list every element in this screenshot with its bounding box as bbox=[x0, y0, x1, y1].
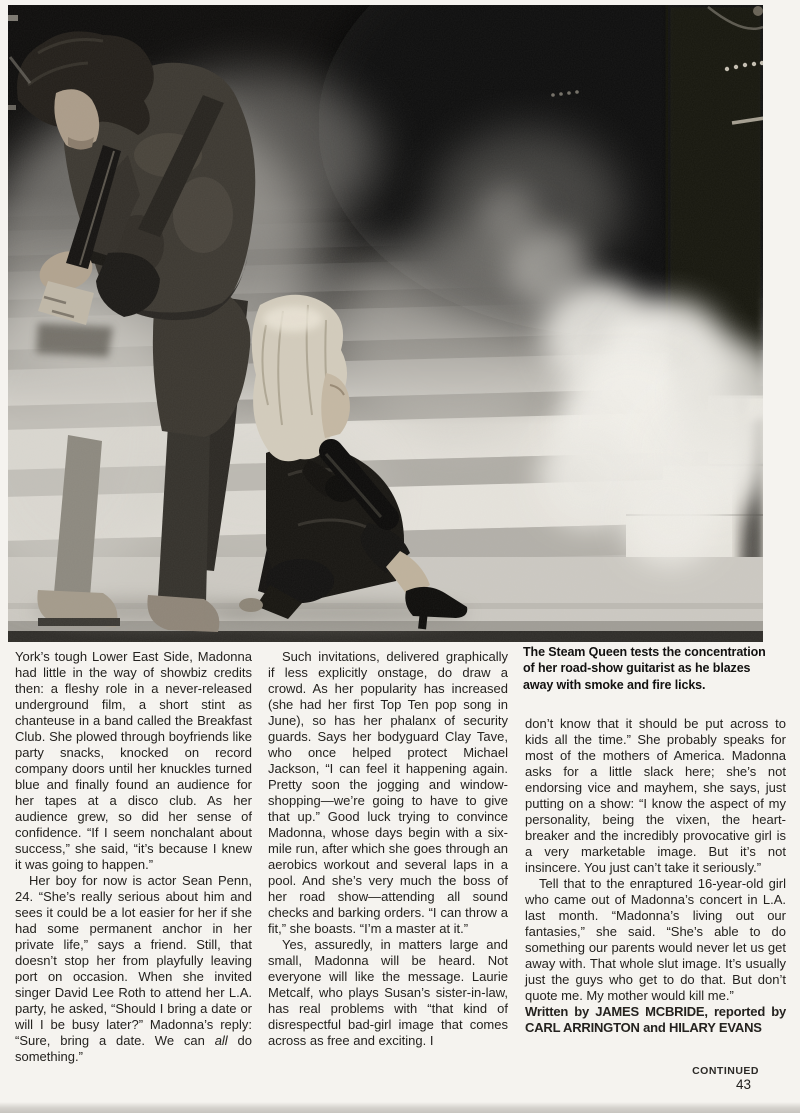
caption-line-2: of her road-show guitarist as he blazes bbox=[523, 661, 751, 676]
page-bottom-edge bbox=[0, 1102, 800, 1113]
article-paragraph: Such invitations, delivered graphically if less explicitly onstage, do draw a crowd. As her popularity has increased (she had her first Top Ten pop song in June), so has her phalanx of security guards. Says her bodyguard Clay Tave, who once helped protect Michael Jackson, “I can feel it happening again. Pretty soon the jogging and window-shopping—we’re going to have to give that up.” Good luck trying to convince Madonna, whose days begin with a six-mile run, after which she goes through an aerobics workout and several laps in a pool. And she’s very much the boss of her road show—attending all sound checks and barking orders. “I can throw a fit,” she boasts. “I’m a master at it.” bbox=[268, 649, 508, 936]
article-paragraph: don’t know that it should be put across to kids all the time.” She probably speaks for most of the mothers of America. Madonna asks for a little slack here; she’s not endorsing vice and mayhem, she says, just putting on a show: “I know the aspect of my personality, being the vixen, the heart-breaker and the incredibly provocative girl is a very marketable image. But it’s not insincere. You just can’t take it seriously.” bbox=[525, 716, 786, 875]
page-number: 43 bbox=[735, 1077, 751, 1092]
article-column-1 bbox=[15, 649, 252, 1065]
film-grain bbox=[8, 5, 763, 642]
continued-label: CONTINUED bbox=[692, 1065, 759, 1077]
stage-photo bbox=[8, 5, 763, 642]
stage-photo-art bbox=[8, 5, 763, 642]
caption-line-3: away with smoke and fire licks. bbox=[523, 677, 706, 692]
article-column-2 bbox=[268, 649, 508, 1049]
caption-line-1: The Steam Queen tests the concentration bbox=[523, 645, 766, 659]
article-column-3 bbox=[525, 716, 786, 1036]
article-paragraph: Tell that to the enraptured 16-year-old girl who came out of Madonna’s concert in L.A. last month. “Madonna’s living out our fantasies,” she said. “She’s able to do something our parents would never let us get away with. That whole slut image. It’s usually just the guys who get to do that. But don’t quote me. My mother would kill me.” bbox=[525, 876, 786, 1003]
article-paragraph: Yes, assuredly, in matters large and small, Madonna will be heard. Not everyone will like the message. Laurie Metcalf, who plays Susan’s sister-in-law, has real problems with “that kind of disrespectful bad-girl image that comes across as free and exciting. I bbox=[268, 937, 508, 1048]
article-paragraph: York’s tough Lower East Side, Madonna had little in the way of showbiz credits then: a fleshy role in a never-released underground film, a short stint as chanteuse in a band called the Breakfast Club. She plowed through boyfriends like party snacks, knocked on record company doors until her knuckles turned blue and finally found an audience for her tapes at a disco club. As her audience grew, so did her sense of confidence. “If I seem nonchalant about success,” she said, “it’s because I knew it was going to happen.” bbox=[15, 649, 252, 872]
article-paragraph: Her boy for now is actor Sean Penn, 24. “She’s really serious about him and sees it could be a lot easier for her if she had some permanent anchor in her private life,” says a friend. Still, that doesn’t stop her from playfully leaving port on occasion. When she invited singer David Lee Roth to attend her L.A. party, he asked, “Should I bring a date or will I be busy later?” Madonna’s reply: “Sure, bring a date. We can all do something.” bbox=[15, 873, 252, 1064]
photo-caption bbox=[523, 644, 789, 693]
byline: Written by JAMES MCBRIDE, reported by CARL ARRINGTON and HILARY EVANS bbox=[525, 1004, 786, 1035]
